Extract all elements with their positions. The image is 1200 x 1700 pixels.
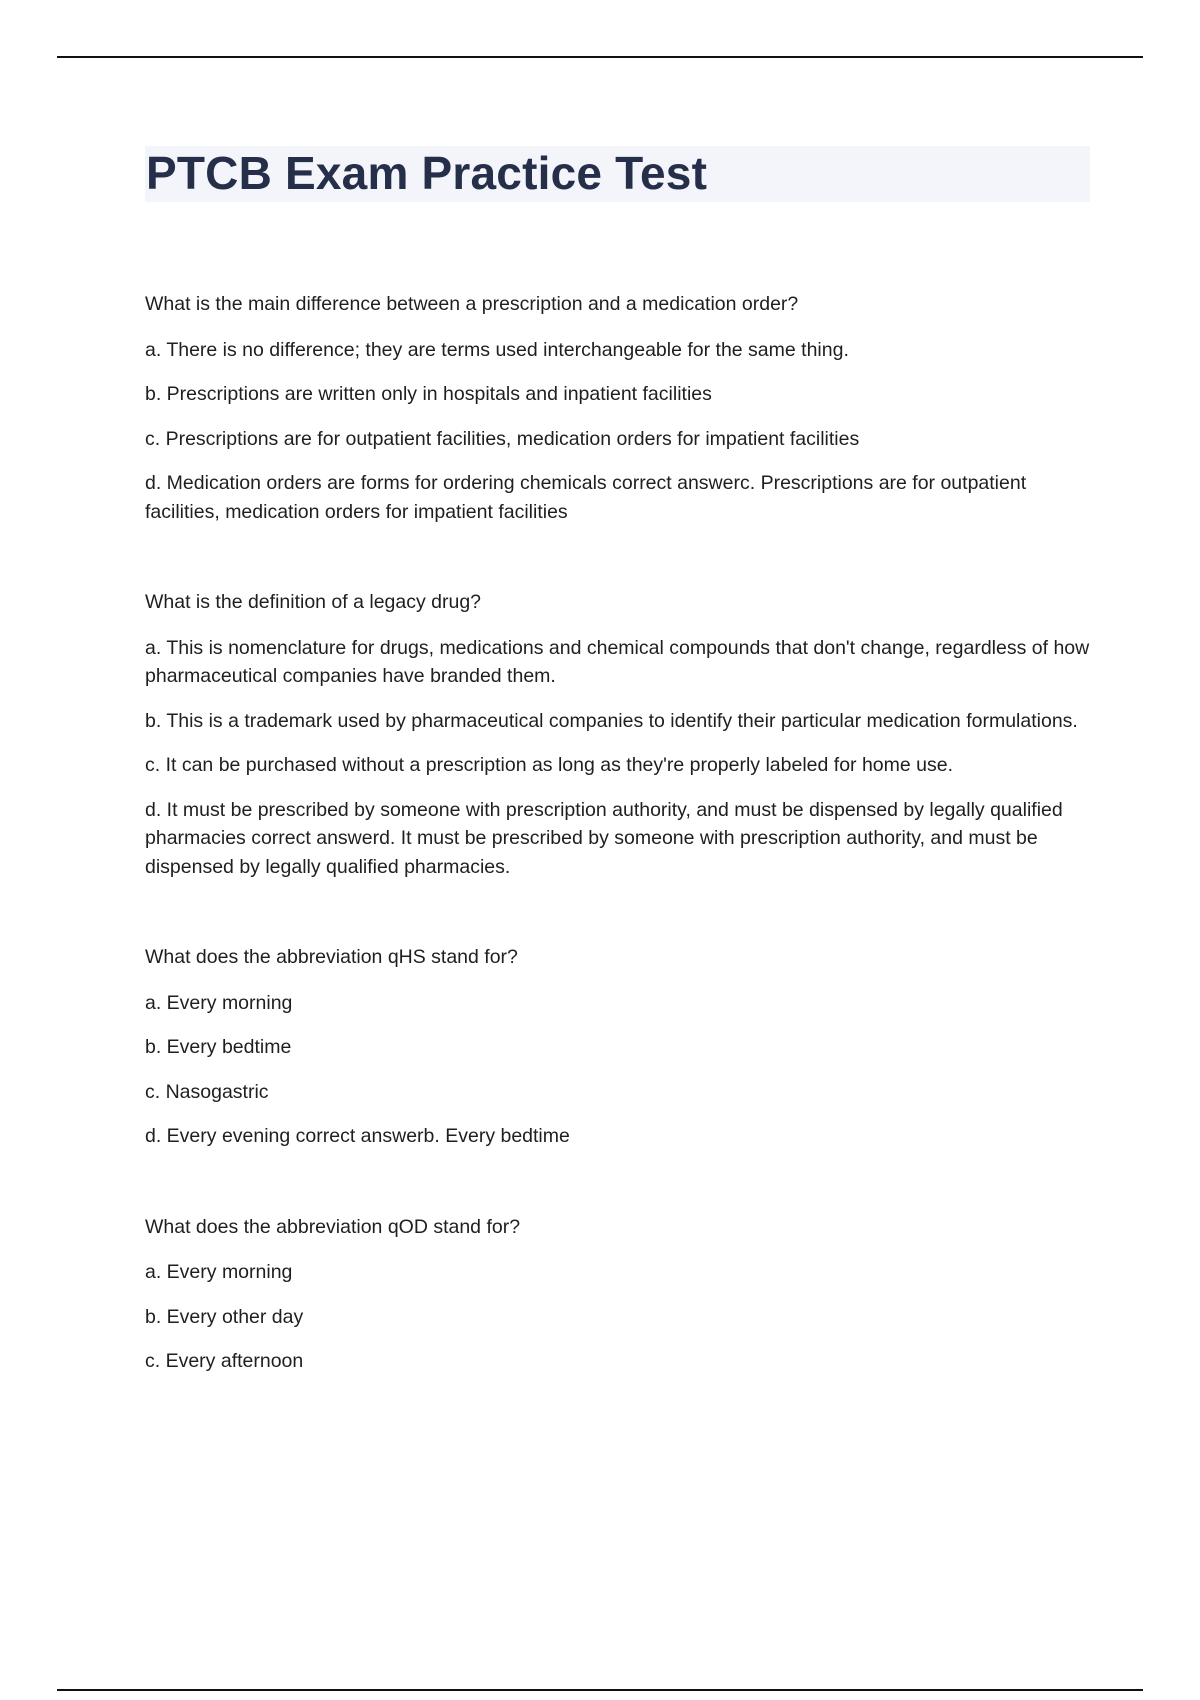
question-text: What does the abbreviation qOD stand for? bbox=[145, 1215, 521, 1238]
question-text: What does the abbreviation qHS stand for? bbox=[145, 946, 518, 968]
answer-option: c. Prescriptions are for outpatient facilities, medication orders for impatient facilities bbox=[145, 427, 860, 450]
answer-option: a. This is nomenclature for drugs, medications and chemical compounds that don't change, regardless of how pharmaceutical companies have branded them. bbox=[145, 636, 1090, 687]
top-rule bbox=[57, 56, 1143, 58]
answer-option: c. It can be purchased without a prescription as long as they're properly labeled for home use. bbox=[145, 754, 954, 776]
answer-option: c. Every afternoon bbox=[145, 1350, 304, 1372]
answer-option: b. Every bedtime bbox=[145, 1036, 292, 1058]
answer-option: b. Every other day bbox=[145, 1305, 304, 1328]
page-title: PTCB Exam Practice Test bbox=[146, 147, 708, 199]
answer-option: c. Nasogastric bbox=[145, 1080, 269, 1103]
answer-option: b. Prescriptions are written only in hospitals and inpatient facilities bbox=[145, 383, 712, 405]
answer-option: d. It must be prescribed by someone with prescription authority, and must be dispensed by legally qualified pharmacies correct answerd. It must be prescribed by someone with prescription authority, and must be dispensed by legally qualified pharmacies. bbox=[145, 798, 1063, 878]
answer-option: b. This is a trademark used by pharmaceutical companies to identify their particular medication formulations. bbox=[145, 709, 1078, 732]
answer-option: a. Every morning bbox=[145, 991, 293, 1014]
bottom-rule bbox=[57, 1689, 1143, 1691]
question-block bbox=[145, 290, 1090, 526]
question-list bbox=[145, 290, 1090, 1438]
answer-option: d. Medication orders are forms for ordering chemicals correct answerc. Prescriptions are for outpatient facilities, medication orders for impatient facilities bbox=[145, 472, 1027, 523]
question-block bbox=[145, 588, 1090, 881]
answer-option: a. Every morning bbox=[145, 1261, 293, 1283]
answer-option: d. Every evening correct answerb. Every bedtime bbox=[145, 1125, 570, 1147]
question-block bbox=[145, 943, 1090, 1151]
answer-option: a. There is no difference; they are terms used interchangeable for the same thing. bbox=[145, 338, 849, 361]
question-text: What is the main difference between a prescription and a medication order? bbox=[145, 293, 799, 315]
question-block bbox=[145, 1213, 1090, 1376]
question-text: What is the definition of a legacy drug? bbox=[145, 591, 482, 613]
